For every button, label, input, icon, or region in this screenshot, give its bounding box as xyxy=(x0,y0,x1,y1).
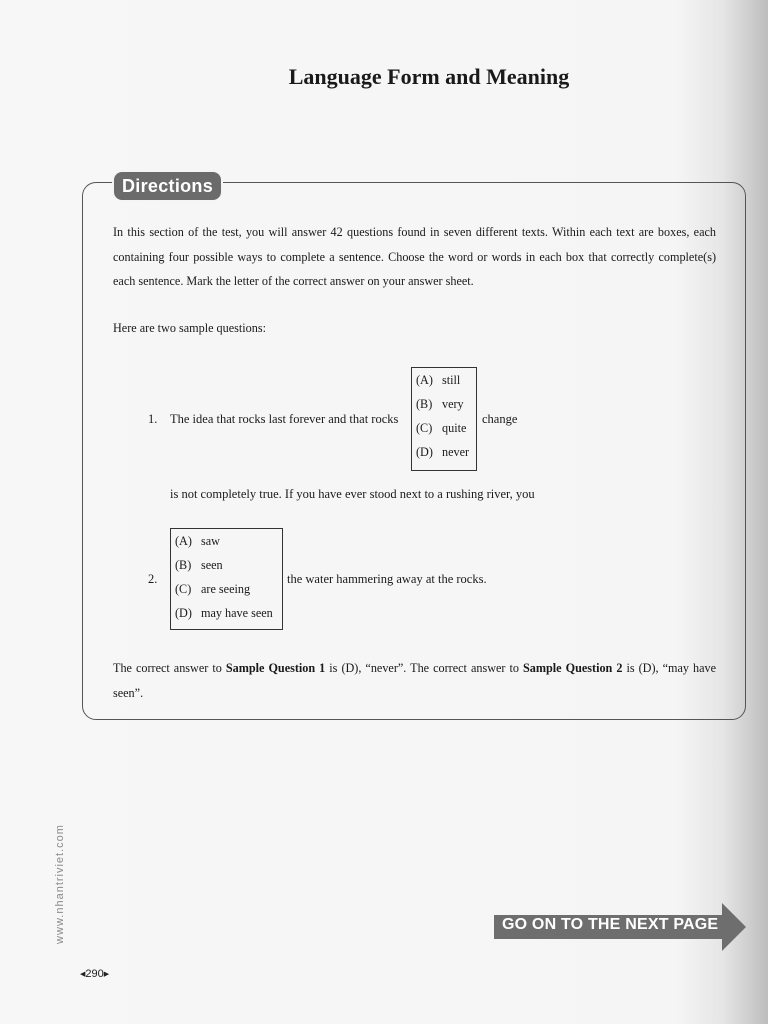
next-page-label: GO ON TO THE NEXT PAGE xyxy=(502,916,719,933)
watermark: www.nhantriviet.com xyxy=(54,824,66,944)
question2-option-c[interactable]: (C) are seeing xyxy=(175,582,251,596)
question1-option-d[interactable]: (D) never xyxy=(416,445,470,459)
page-number: ◀290▶ xyxy=(80,968,110,980)
question1-option-a[interactable]: (A) still xyxy=(416,373,461,387)
instructions-paragraph: In this section of the test, you will answer 42 questions found in seven different texts. Within each text are boxes, each containing four possible ways to complete a sentence. Choose the word or words in each box that correctly complete(s) each sentence. Mark the letter of the correct answer on your answer sheet. xyxy=(113,225,716,288)
question2-option-a[interactable]: (A) saw xyxy=(175,534,220,548)
question1-option-b[interactable]: (B) very xyxy=(416,397,464,411)
sample-answers: The correct answer to Sample Question 1 is (D), “never”. The correct answer to Sample Question 2 is (D), “may have seen”. xyxy=(113,661,716,700)
question2-number: 2. xyxy=(148,572,158,586)
question1-text-before: The idea that rocks last forever and that rocks xyxy=(170,412,399,426)
question1-continuation: is not completely true. If you have ever stood next to a rushing river, you xyxy=(170,487,535,501)
next-page-arrow[interactable] xyxy=(494,903,746,951)
question2-text-after: the water hammering away at the rocks. xyxy=(287,572,487,586)
question1-option-c[interactable]: (C) quite xyxy=(416,421,467,435)
page-title: Language Form and Meaning xyxy=(288,64,570,89)
question2-option-b[interactable]: (B) seen xyxy=(175,558,223,572)
question1-options-box xyxy=(411,367,477,471)
directions-tab: Directions xyxy=(112,170,223,202)
right-triangle-icon: ▶ xyxy=(103,971,110,978)
left-triangle-icon: ◀ xyxy=(80,971,86,978)
question2-option-d[interactable]: (D) may have seen xyxy=(175,606,273,620)
question1-number: 1. xyxy=(148,412,158,426)
question2-options-box xyxy=(170,528,283,630)
question1-text-after: change xyxy=(482,412,518,426)
samples-intro: Here are two sample questions: xyxy=(113,321,266,335)
